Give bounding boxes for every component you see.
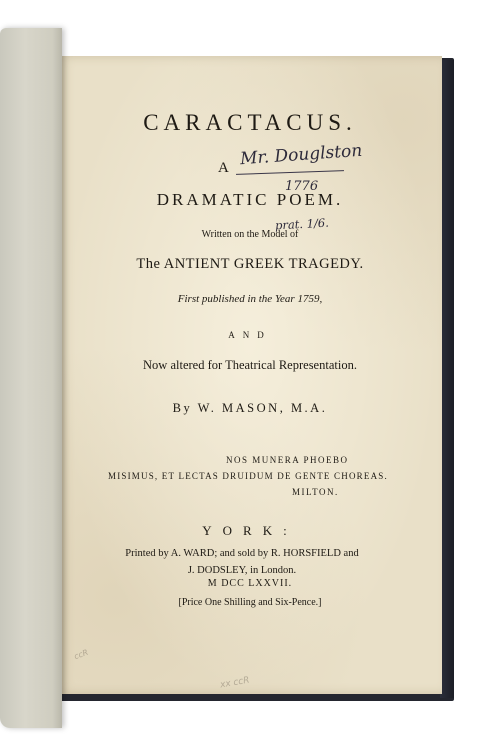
author-line: By W. MASON, M.A. [172,401,328,415]
printer-imprint [92,545,392,579]
epigraph-line-1: NOS MUNERA PHOEBO [226,455,349,465]
greek-tragedy-line: The ANTIENT GREEK TRAGEDY. [136,256,364,272]
epigraph-attribution: MILTON. [292,487,339,497]
written-on-model: Written on the Model of [201,229,299,240]
and-divider: AND [228,330,272,340]
printer-line-2: J. DODSLEY, in London. [187,565,297,576]
imprint-city: YORK: [202,523,298,538]
epigraph-line-2: MISIMUS, ET LECTAS DRUIDUM DE GENTE CHOREAS. [108,471,388,481]
pencil-mark-bottom: xx ccR [219,675,251,691]
article-a: A [218,160,231,176]
handwritten-year: 1776 [285,179,319,194]
owner-signature: Mr. Douglston [239,140,363,170]
handwritten-price-note: prat. 1/6. [274,215,330,233]
price-line: [Price One Shilling and Six-Pence.] [178,597,322,608]
pencil-mark-margin: ccR [72,647,90,662]
book-spine-edge [440,60,454,698]
imprint-date: M DCC LXXVII. [207,578,293,589]
altered-line: Now altered for Theatrical Representation. [143,358,357,372]
book-subtitle: DRAMATIC POEM. [156,190,344,209]
first-published-line: First published in the Year 1759, [177,293,323,305]
printer-line-1: Printed by A. WARD; and sold by R. HORSFIELD and [125,548,359,559]
book-title: CARACTACUS. [143,110,357,135]
flyleaf-page [0,28,62,728]
